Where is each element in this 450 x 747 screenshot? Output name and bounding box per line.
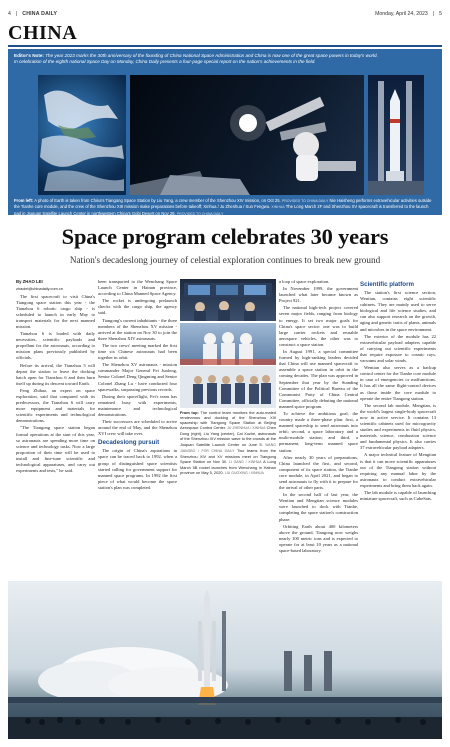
- astronauts-waving-photo: [180, 323, 276, 365]
- rocket-transfer-photo: [368, 75, 424, 195]
- article-column-1: [16, 279, 95, 580]
- rocket-launch-image-icon: [8, 581, 442, 739]
- article-column-4: [360, 279, 436, 580]
- byline: By ZHAO LEI: [16, 279, 43, 284]
- divider-icon: |: [15, 11, 18, 17]
- article-column-3: [279, 279, 358, 580]
- photo-credit: XINHUA: [271, 205, 285, 210]
- divider-icon: |: [432, 11, 435, 17]
- middle-photo-stack: [180, 279, 276, 476]
- spacewalk-photo: [130, 75, 364, 195]
- paragraph: In November 1999, the government launched what later became known as Project 921.: [279, 286, 358, 304]
- paragraph: been transported to the Wenchang Space Launch Center in Hainan province, according to China Manned Space Agency.: [98, 279, 177, 297]
- subsection-heading: Decadeslong pursuit: [98, 439, 160, 447]
- crew-meeting-image-icon: [180, 366, 276, 408]
- paragraph: Feng Zhihao, an expert on space exploration, said that compared with its predecessors, the Tianzhou 6 will carry more equipment and materials for scientific experiments and technological demonstrations.: [16, 387, 95, 424]
- photo-credit: LIU GUOXING / XINHUA: [224, 471, 264, 476]
- caption-label: From left:: [14, 198, 34, 203]
- paragraph: In August 1991, a special committee formed by high-ranking leaders decided that China will use manned spacecraft to assemble a space station in orbit in the coming decades. The plan was approved in September that year by the Standing Committee of the Political Bureau of the Communist Party of China Central Committee, officially debuting the national manned space program.: [279, 349, 358, 409]
- editors-note: [14, 53, 436, 65]
- paragraph: The lab module is capable of launching miniature spacecraft, such as CubeSats.: [360, 490, 436, 502]
- photo-credit: LI GANG / XINHUA: [228, 459, 262, 464]
- crews-meeting-photo: [180, 366, 276, 408]
- subsection-heading: Scientific platform: [360, 281, 414, 288]
- page-header: [8, 8, 442, 20]
- space-station-image-icon: [130, 75, 364, 195]
- author-email[interactable]: zhaolei@chinadaily.com.cn: [16, 285, 63, 291]
- middle-photo-caption: From top: The control team monitors the auto-mated rendezvous and docking of the Shenzhou XIII spaceship with Tiangong Space Station at Beijing Aerospace Control Center. JU ZHENHUA / XINHUA Chen Dong (right), Liu Yang (center), Cai Xuzhe, astronauts of the Shenzhou XIV mission wave to the crowds at the Jiuquan Satellite Launch Center on June 5. WANG JIANGBO / FOR CHINA DAILY Two teams from the Shenzhou XIV and XV missions meet on Tiangong Space Station on Nov 30. LI GANG / XINHUA A Long March 5B rocket launches from Wenchang in Hainan province on May 5, 2020. LIU GUOXING / XINHUA: [180, 410, 277, 476]
- photo-credit: PROVIDED TO CHINA DAILY: [176, 211, 224, 216]
- paragraph: To achieve the ambitious goal, the country made a three-phase plan: first, a manned spaceship to send astronauts into orbit; second, a space laboratory and a multi-module station; and third, a permanent, long-term manned space station.: [279, 410, 358, 453]
- editors-note-label: Editor's Note:: [14, 53, 44, 58]
- paragraph: The two crews' meeting marked the first time six Chinese astronauts had been together in orbit.: [98, 342, 177, 361]
- headline: Space program celebrates 30 years: [61, 224, 389, 249]
- page-number: 4: [8, 11, 11, 17]
- issue-date: Monday, April 24, 2023: [375, 11, 428, 17]
- earth-image-icon: [38, 75, 126, 195]
- paragraph: a loop of space exploration.: [279, 279, 330, 284]
- paragraph: Tianzhou 6 is loaded with daily necessities, scientific payloads and propellant for the astronauts, according to mission plans previously published by officials.: [16, 331, 95, 361]
- paragraph: Tiangong's current inhabitants - the three members of the Shenzhou XV mission - arrived at the station on Nov 30 to join the three Shenzhou XIV astronauts.: [98, 317, 177, 341]
- paragraph: Before its arrival, the Tianzhou 5 will depart the station to leave the docking hatch open for Tianzhou 6 and then burn itself up during its descent toward Earth.: [16, 362, 95, 386]
- section-title: CHINA: [8, 22, 78, 44]
- paragraph: The Shenzhou XV astronauts - mission commander Major General Fei Junlong, Senior Colonel Deng Qingming and Senior Colonel Zhang Lu - have conducted four spacewalks, surpassing previous records.: [98, 362, 177, 392]
- paragraph: During their spaceflight, Fei's team has remained busy with experiments, maintenance and technological demonstrations.: [98, 393, 177, 417]
- paragraph: The national high-tech project covered seven major fields, ranging from biology to energy. It set two major goals for China's space sector: one was to build large carrier rockets and reusable aerospace vehicles, the other was to construct a space station.: [279, 305, 358, 347]
- paragraph: After nearly 30 years of preparations, China launched the first, and second, component of its space station, the Tianhe core module, in April 2021, and began to send astronauts to fly with it to prepare for the arrival of other parts.: [279, 454, 358, 491]
- paragraph: The rocket is undergoing prelaunch checks with the cargo ship, the agency said.: [98, 298, 177, 316]
- paragraph: The exterior of the module has 22 extravehicular payload adapters capable of carrying out scientific experiments that require exposure to cosmic rays, vacuums and solar winds.: [360, 333, 436, 364]
- photo-credit: PROVIDED TO CHINA DAILY: [281, 199, 329, 203]
- rocket-launch-photo: [8, 581, 442, 739]
- control-room-image-icon: [180, 279, 276, 321]
- masthead: CHINA DAILY: [22, 11, 58, 17]
- paragraph: Orbiting Earth about 400 kilometers above the ground, Tiangong now weighs nearly 100 metric tons and is expected to operate for at least 10 years as a national space-based laboratory.: [279, 523, 358, 554]
- article-column-2: [98, 279, 177, 580]
- photo-credit: WANG JIANGBO / FOR CHINA DAILY: [180, 442, 276, 453]
- editors-note-text: The year 2023 marks the 30th anniversary of the founding of China National Space Administration and China is now one of the great space powers in today's world.: [45, 53, 378, 58]
- top-photo-caption: From left: A photo of Earth is taken from China's Tiangong Space Station by Liu Yang, a crew member of the Shenzhou XIV mission, on Oct 25. PROVIDED TO CHINA DAILY Nie Haisheng performs extravehicular activities outside the Tianhe core module, and the crew of the Shenzhou XIII mission make preparations before takeoff; Xinhua / Ju Zhenhua / Sun Fengwu. XINHUA The Long March 2F and Shenzhou XV spacecraft is transferred to the launch pad in Jiuquan Satellite Launch Center in northwestern China's Gobi Desert on Nov 29. PROVIDED TO CHINA DAILY: [14, 198, 432, 216]
- paragraph: The origin of China's aspirations in space can be traced back to 1992, when a group of distinguished space scientists started calling for government support for manned space programs. In 1992 the first piece of what would become the space station's plan was completed.: [98, 448, 177, 490]
- caption-label: From top:: [180, 410, 199, 415]
- subheadline: Nation's decadeslong journey of celestial exploration continues to break new ground: [69, 255, 381, 265]
- paragraph: The station's first science section, Wentian, contains eight scientific cabinets. They are mainly used to serve biological and life science studies, and can also support research on the growth, aging and genetic traits of plants, animals and microbes in the space environment.: [360, 290, 436, 332]
- paragraph: "The Tiangong space station began formal operations at the start of this year, so astronauts are spending more time on science and technology tasks. Now a large proportion of their time will be used to install and fine-tune scientific and technological apparatuses, and carry out experiments and tests," he said.: [16, 425, 95, 474]
- photo-credit: JU ZHENHUA / XINHUA: [227, 426, 266, 431]
- control-center-photo: [180, 279, 276, 321]
- paragraph: The second lab module, Mengtian, is the world's largest single-body spacecraft now in active service. It contains 13 scientific cabinets used for microgravity studies and experiments in fluid physics, materials science, combustion science and fundamental physics. It also carries 37 extravehicular payload adapters.: [360, 402, 436, 451]
- section-divider: [8, 45, 442, 47]
- paragraph: Their successors are scheduled to arrive around the end of May, and the Shenzhou XVI crew will take over.: [98, 419, 177, 437]
- paragraph: In the second half of last year, the Wentian and Mengtian science modules were launched to dock with Tianhe, completing the space station's construction phase.: [279, 492, 358, 522]
- paragraph: The first spacecraft to visit China's Tiangong space station this year - the Tianzhou 6 robotic cargo ship - is scheduled to launch in early May to transport materials for the next manned mission.: [16, 293, 95, 329]
- paragraph: Wentian also serves as a backup control center for the Tianhe core module in case of emergencies or malfunctions. It has all the same flight-control devices as those inside the core module to operate the entire Tiangong station.: [360, 365, 436, 401]
- rocket-image-icon: [368, 75, 424, 195]
- earth-photo: [38, 75, 126, 195]
- paragraph: A major technical feature of Mengtian is that it can move scientific apparatuses out of the Tiangong station without requiring any manual labor by the astronauts to conduct extravehicular experiments and bring them back again.: [360, 452, 436, 488]
- editors-note-text2: In celebration of the eighth national Space Day on Monday, China Daily presents a four-page special report on the nation's achievements in the field.: [14, 59, 316, 64]
- folio-number: 5: [439, 11, 442, 17]
- astronauts-image-icon: [180, 323, 276, 365]
